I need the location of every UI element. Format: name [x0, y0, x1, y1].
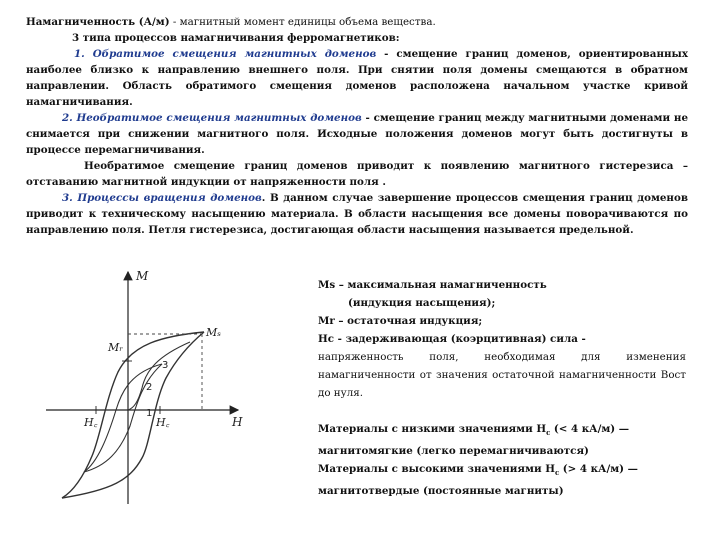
- region-1-label: 1: [146, 408, 153, 419]
- soft-threshold: (< 4 кА/м) —: [550, 423, 630, 435]
- hysteresis-loop-diagram: [42, 266, 278, 512]
- hard-subscript: c: [554, 468, 560, 478]
- legend-block: [318, 276, 686, 500]
- hc-heading: Hc - задерживающая (коэрцитивная) сила -: [318, 333, 586, 345]
- hc-left-label: H꜀: [84, 416, 98, 429]
- irreversible-text: - смещение границ между магнитными доменами не снимается при снижении магнитного поля. Исходные положения доменов могут быть достигнуты в процессе перемагничивания.: [26, 112, 689, 156]
- region-2-label: 2: [146, 382, 153, 393]
- intro-term: Намагниченность (А/м): [26, 16, 170, 28]
- legend-spacer: [318, 402, 686, 420]
- hc-right-label: H꜀: [156, 416, 170, 429]
- axis-y-label: M: [136, 269, 149, 283]
- paragraph-irreversible: [26, 110, 688, 158]
- axis-x-label: H: [232, 415, 243, 429]
- hard-materials-desc: магнитотвердые (постоянные магниты): [318, 485, 564, 498]
- hard-materials-line: [318, 460, 686, 482]
- paragraph-rotation: [26, 190, 688, 238]
- intro-paragraph: [26, 14, 688, 30]
- mr-line: Mr – остаточная индукция;: [318, 315, 483, 327]
- intro-definition: - магнитный момент единицы объема вещества.: [169, 16, 436, 28]
- hard-materials-text: Материалы с высокими значениями H: [318, 463, 555, 476]
- reversible-label: 1. Обратимое смещения магнитных доменов: [74, 48, 377, 60]
- paragraph-hysteresis: Необратимое смещение границ доменов приводит к появлению магнитного гистерезиса – отставанию магнитной индукции от напряженности поля .: [26, 160, 688, 188]
- hard-threshold: (> 4 кА/м) —: [559, 463, 638, 476]
- region-3-label: 3: [162, 360, 169, 371]
- types-title: 3 типа процессов намагничивания ферромагнетиков:: [72, 32, 400, 44]
- rotation-text: . В данном случае завершение процессов смещения границ доменов приводит к техническому насыщению материала. В области насыщения все домены поворачиваются по направлению поля. Петля гистерезиса, достигающая области насыщения называется предельной.: [26, 192, 688, 236]
- soft-materials-line: [318, 420, 686, 442]
- hc-definition: напряженность поля, необходимая для изменения намагниченности от значения остаточной намагниченности Вост до нуля.: [318, 351, 686, 399]
- main-text: [26, 14, 688, 238]
- soft-materials-desc: магнитомягкие (легко перемагничиваются): [318, 445, 589, 458]
- ms-line: Ms – максимальная намагниченность: [318, 279, 547, 291]
- paragraph-reversible: [26, 46, 688, 110]
- irreversible-label: 2. Необратимое смещения магнитных доменов: [62, 112, 362, 124]
- mr-label: Mᵣ: [108, 341, 124, 354]
- ms-subline: (индукция насыщения);: [348, 297, 496, 309]
- soft-materials-text: Материалы с низкими значениями H: [318, 423, 547, 435]
- ms-label: Mₛ: [206, 326, 221, 339]
- rotation-label: 3. Процессы вращения доменов: [62, 192, 262, 204]
- soft-subscript: c: [546, 428, 551, 438]
- reversible-text: - смещение границ доменов, ориентированных наиболее близко к направлению внешнего поля. При снятии поля домены смещаются в обратном направлении. Область обратимого смещения доменов расположена начальном участке кривой намагничивания.: [26, 48, 688, 108]
